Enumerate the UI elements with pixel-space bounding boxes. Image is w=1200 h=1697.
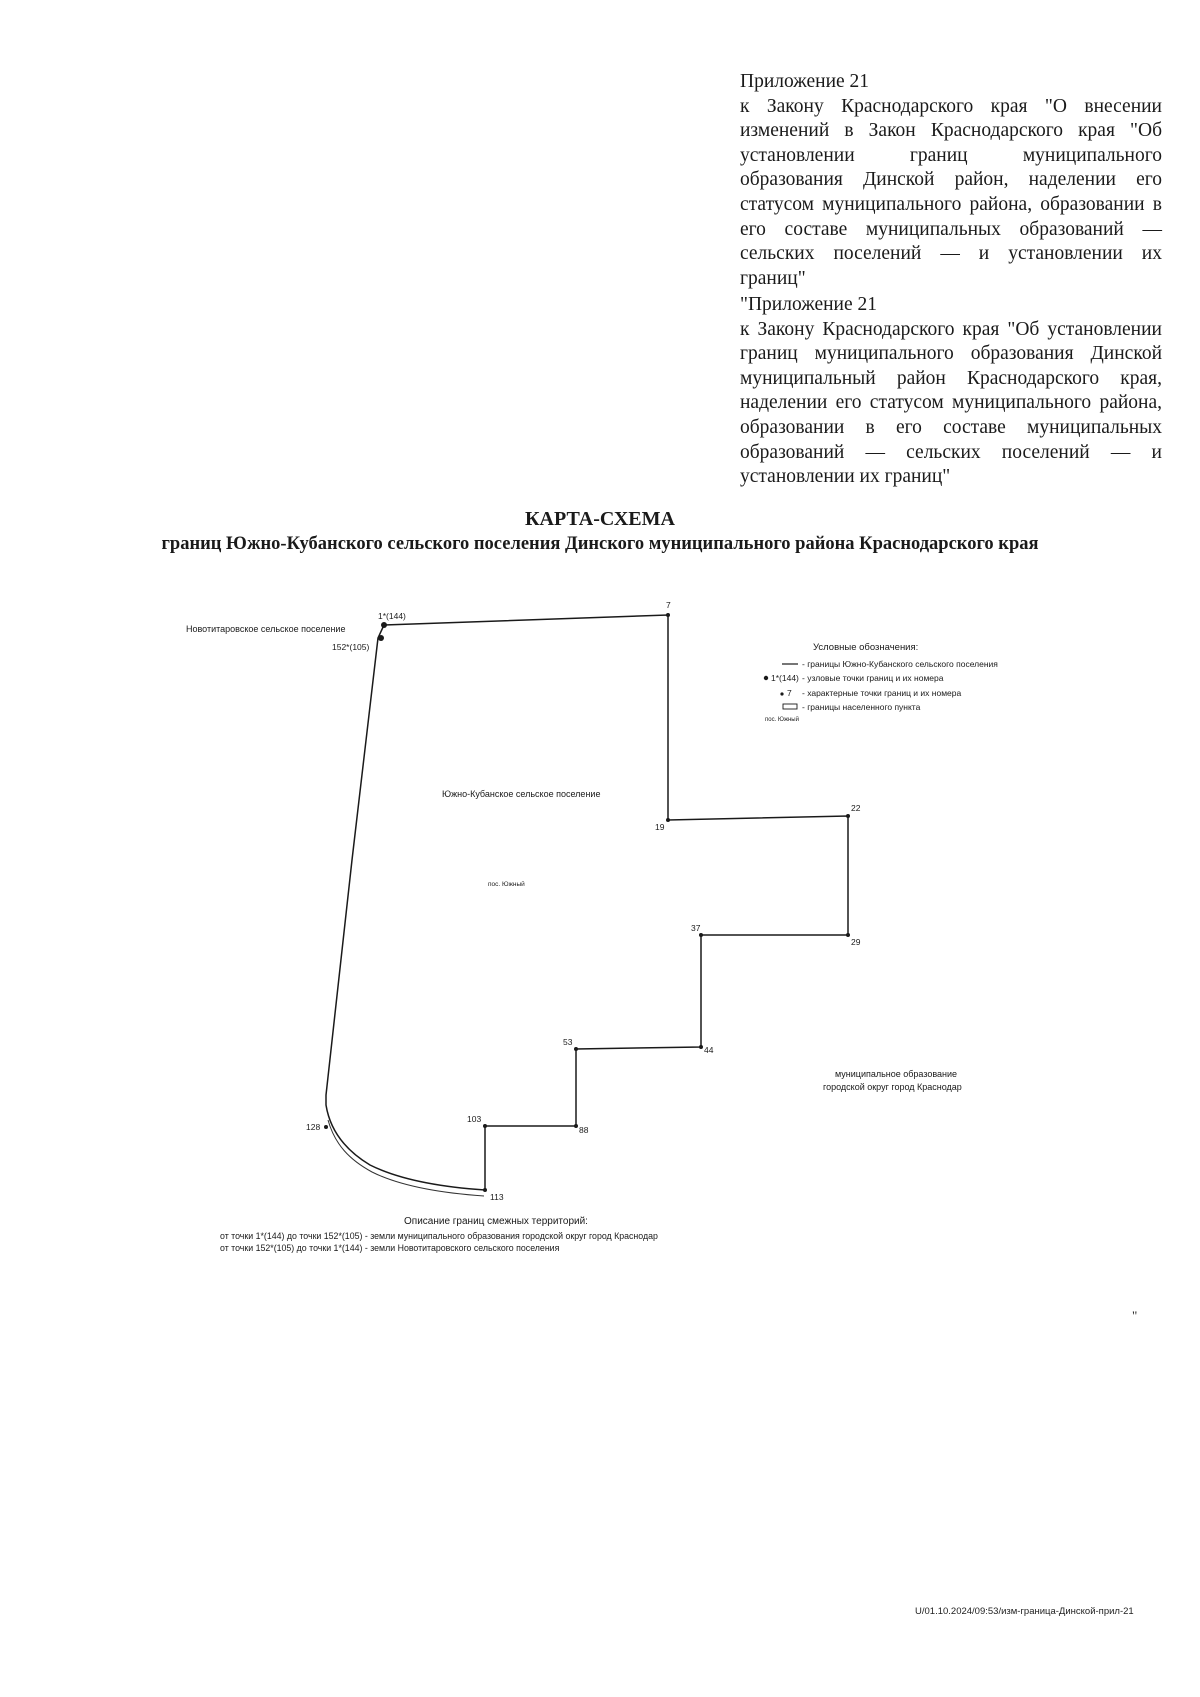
area-label-east-neighbor-1: муниципальное образование [835, 1069, 958, 1079]
boundary-points [324, 613, 850, 1192]
legend-nodal-symbol [764, 676, 768, 680]
point-37 [699, 933, 703, 937]
point-label-152: 152*(105) [332, 642, 370, 652]
point-label-29: 29 [851, 937, 861, 947]
settlement-boundary-line [326, 615, 848, 1190]
point-44 [699, 1045, 703, 1049]
point-label-1: 1*(144) [378, 611, 406, 621]
annex-2-text: к Закону Краснодарского края "Об установлении границ муниципального образования Динской муниципальный район Краснодарского края, наделении его статусом муниципального района, образовании в его составе муниципальных образований — сельских поселений — и установлении их границ" [740, 318, 1162, 488]
point-label-113: 113 [490, 1192, 504, 1202]
nodal-point-152 [378, 635, 384, 641]
point-128 [324, 1125, 328, 1129]
nodal-point-1 [381, 622, 387, 628]
legend-title: Условные обозначения: [813, 642, 919, 653]
legend-char-text: - характерные точки границ и их номера [802, 688, 962, 698]
annex-2-title: "Приложение 21 [740, 294, 877, 315]
point-label-37: 37 [691, 923, 701, 933]
point-88 [574, 1124, 578, 1128]
legend-char-sample: 7 [787, 688, 792, 698]
point-label-22: 22 [851, 803, 861, 813]
point-103 [483, 1124, 487, 1128]
footer-document-code: U/01.10.2024/09:53/изм-граница-Динской-прил-21 [915, 1606, 1134, 1617]
legend-char-symbol [780, 692, 783, 695]
legend-nodal-sample: 1*(144) [771, 673, 799, 683]
annex-1-title: Приложение 21 [740, 71, 870, 92]
point-113 [483, 1188, 487, 1192]
description-line-2: от точки 152*(105) до точки 1*(144) - земли Новотитаровского сельского поселения [220, 1243, 560, 1253]
legend-boundary-text: - границы Южно-Кубанского сельского поселения [802, 659, 998, 669]
point-19 [666, 818, 670, 822]
point-label-53: 53 [563, 1037, 573, 1047]
legend-nodal-text: - узловые точки границ и их номера [802, 673, 944, 683]
legend [764, 642, 998, 723]
legend-settlement-text: - границы населенного пункта [802, 702, 921, 712]
point-22 [846, 814, 850, 818]
point-53 [574, 1047, 578, 1051]
map-subtitle: границ Южно-Кубанского сельского поселения Динского муниципального района Краснодарского края [161, 534, 1039, 554]
annex-1-text: к Закону Краснодарского края "О внесении изменений в Закон Краснодарского края "Об установлении границ муниципального образования Динской район, наделении его статусом муниципального района, образовании в его составе муниципальных образований — сельских поселений — и установлении их границ" [740, 95, 1162, 289]
point-label-103: 103 [467, 1114, 482, 1124]
point-29 [846, 933, 850, 937]
point-label-44: 44 [704, 1045, 714, 1055]
description-title: Описание границ смежных территорий: [404, 1216, 588, 1227]
area-label-settlement: пос. Южный [488, 881, 525, 888]
area-label-main: Южно-Кубанское сельское поселение [442, 789, 601, 799]
legend-settlement-sample: пос. Южный [765, 717, 799, 723]
point-label-128: 128 [306, 1122, 321, 1132]
point-label-7: 7 [666, 600, 671, 610]
area-label-west-neighbor: Новотитаровское сельское поселение [186, 624, 346, 634]
legend-settlement-symbol [783, 704, 797, 709]
point-label-88: 88 [579, 1125, 589, 1135]
point-7 [666, 613, 670, 617]
point-label-19: 19 [655, 822, 665, 832]
closing-quote: " [1132, 1308, 1138, 1323]
settlement-edge-double-line [328, 1120, 484, 1196]
map-title: КАРТА-СХЕМА [525, 508, 675, 530]
description-line-1: от точки 1*(144) до точки 152*(105) - земли муниципального образования городской округ город Краснодар [220, 1231, 658, 1241]
area-label-east-neighbor-2: городской округ город Краснодар [823, 1082, 962, 1092]
